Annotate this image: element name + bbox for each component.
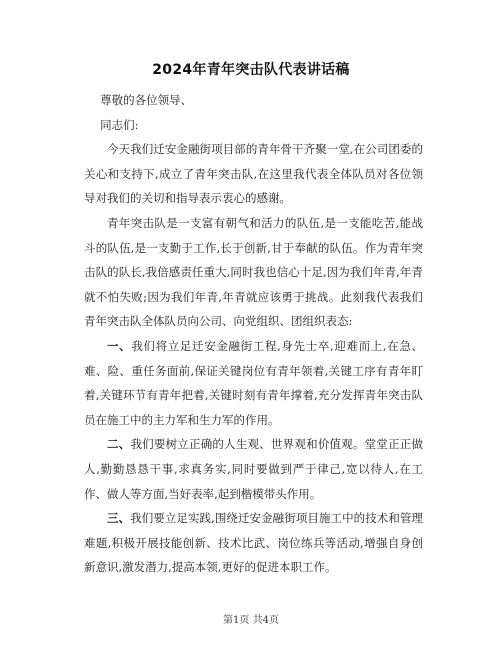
salutation-line-1: 尊敬的各位领导、 <box>100 93 193 107</box>
point-text-1: 我们将立足迁安金融街工程,身先士卒,迎难而上,在急、难、险、重任务面前,保证关键岗位有青年领着,关键工序有青年盯着,关键环节有青年把着,关键时刻有青年撑着,充分发挥青年突击队员在施工中的主力军和生力军的作用。 <box>84 338 424 427</box>
point-text-2: 我们要树立正确的人生观、世界观和价值观。堂堂正正做人,勤勤恳恳干事,求真务实,同时要做到严于律己,宽以待人,在工作、做人等方面,当好表率,起到楷模带头作用。 <box>84 437 424 501</box>
point-paragraph-1 <box>84 334 423 432</box>
point-lead-2: 二、 <box>107 437 131 452</box>
salutation-line-2: 同志们: <box>100 117 139 132</box>
document-body <box>84 88 423 580</box>
point-paragraph-2 <box>84 432 423 506</box>
point-lead-1: 一、 <box>107 338 132 353</box>
paragraph-commitment: 青年突击队是一支富有朝气和活力的队伍,是一支能吃苦,能战斗的队伍,是一支勤于工作,长于创新,甘于奉献的队伍。作为青年突击队的队长,我倍感责任重大,同时我也信心十足,因为我们年青,年青就不怕失败;因为我们年青,年青就应该勇于挑战。此刻我代表我们青年突击队全体队员向公司、向党组织、团组织表态: <box>84 215 423 329</box>
page-number-footer: 第1页 共4页 <box>223 615 279 626</box>
paragraph-intro: 今天我们迁安金融街项目部的青年骨干齐聚一堂,在公司团委的关心和支持下,成立了青年突击队,在这里我代表全体队员对各位领导对我们的关切和指导表示衷心的感谢。 <box>84 142 423 206</box>
point-text-3: 我们要立足实践,围绕迁安金融街项目施工中的技术和管理难题,积极开展技能创新、技术比武、岗位练兵等活动,增强自身创新意识,激发潜力,提高本领,更好的促进本职工作。 <box>84 511 424 575</box>
point-paragraph-3 <box>84 506 423 580</box>
point-lead-3: 三、 <box>107 511 131 526</box>
document-title: 2024年青年突击队代表讲话稿 <box>152 62 350 78</box>
